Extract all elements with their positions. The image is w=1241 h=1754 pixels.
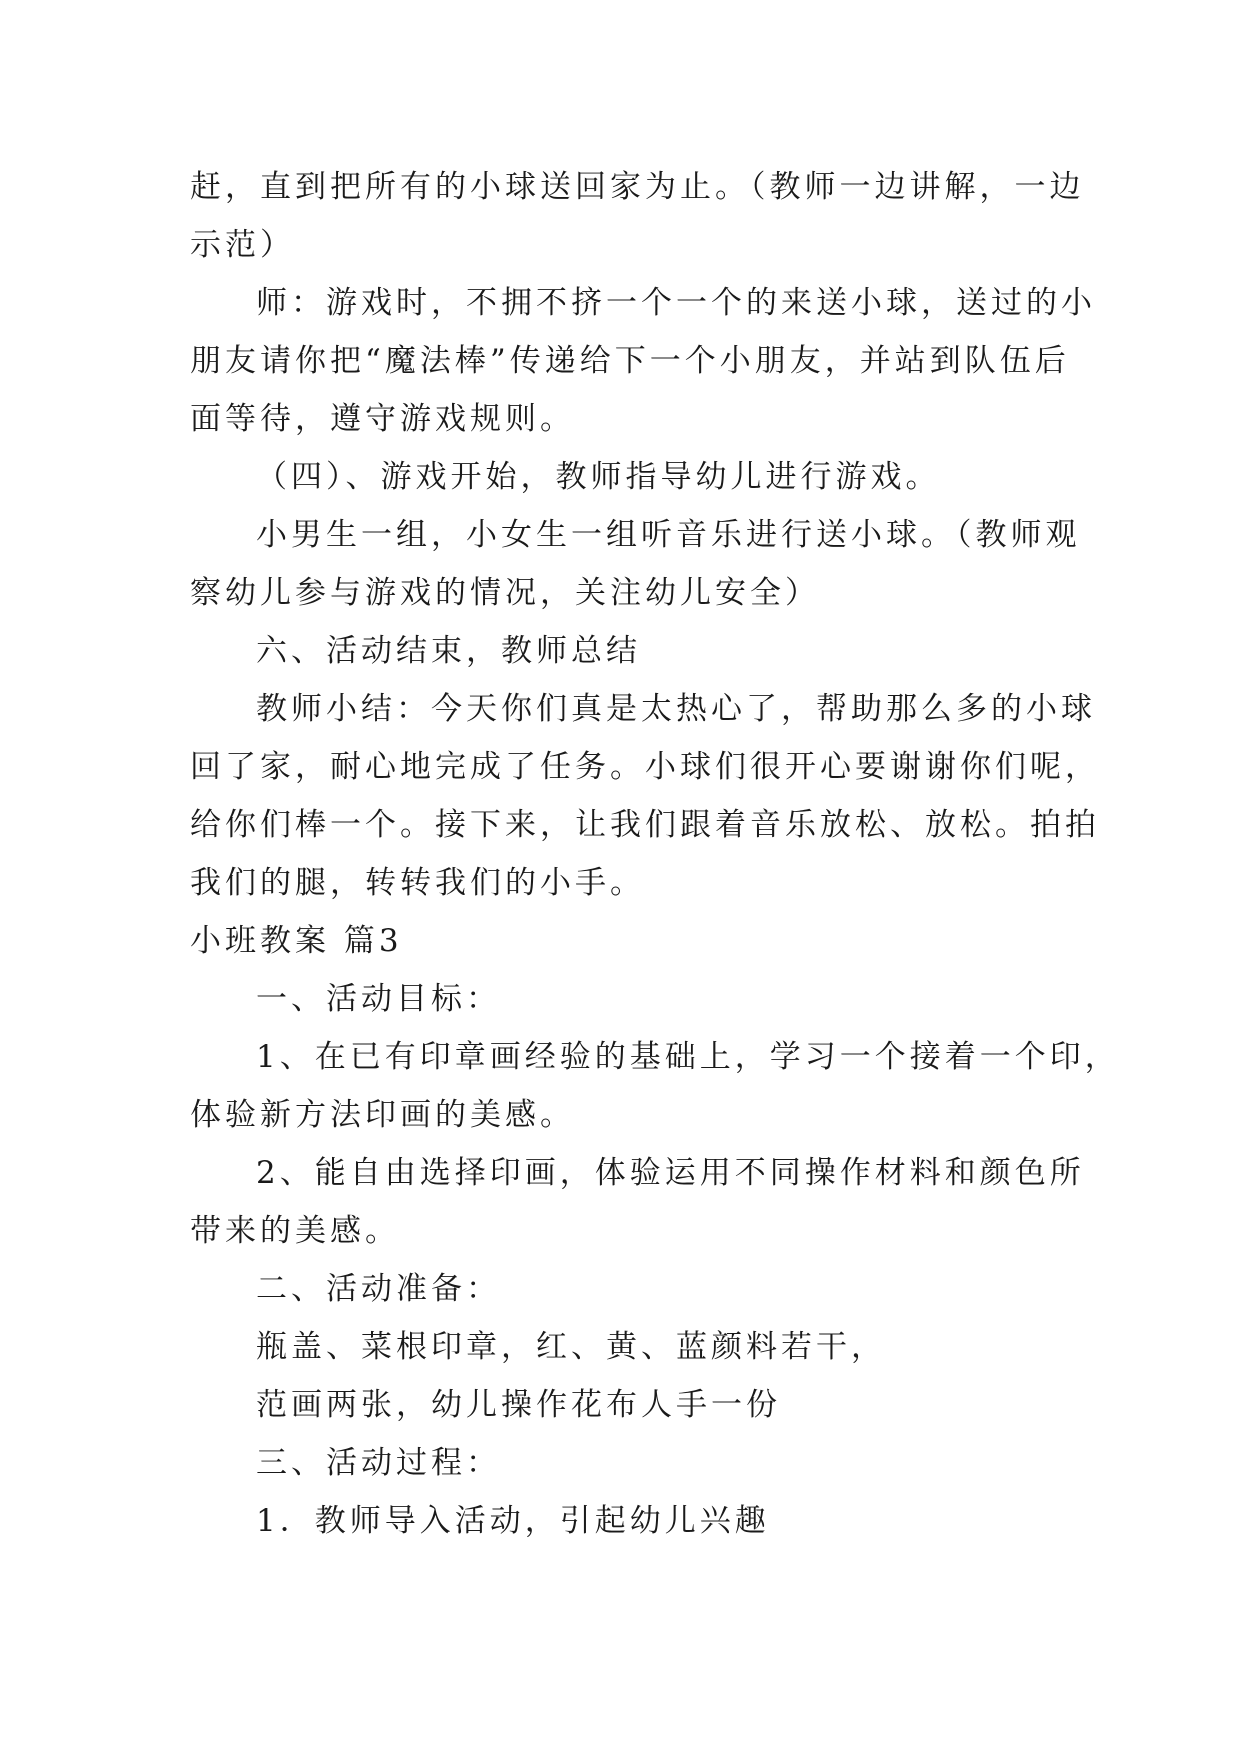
text-line: 瓶盖、菜根印章，红、黄、蓝颜料若干，: [256, 1329, 886, 1365]
text-line: 教师小结：今天你们真是太热心了，帮助那么多的小球: [256, 691, 1096, 727]
document-body: [190, 158, 1120, 1550]
text-line: 带来的美感。: [190, 1213, 400, 1249]
text-line: 体验新方法印画的美感。: [190, 1097, 575, 1133]
text-line: 1、在已有印章画经验的基础上，学习一个接着一个印，: [256, 1039, 1120, 1075]
text-line: 三、活动过程：: [256, 1445, 501, 1481]
text-line: 范画两张，幼儿操作花布人手一份: [256, 1387, 781, 1423]
text-line: 师：游戏时，不拥不挤一个一个的来送小球，送过的小: [256, 285, 1096, 321]
text-line: 朋友请你把“魔法棒”传递给下一个小朋友，并站到队伍后: [190, 343, 1070, 379]
section-heading: 小班教案 篇3: [190, 923, 403, 959]
text-line: 示范）: [190, 227, 295, 263]
text-line: 六、活动结束，教师总结: [256, 633, 641, 669]
text-line: 赶，直到把所有的小球送回家为止。（教师一边讲解，一边: [190, 169, 1085, 205]
text-line: 二、活动准备：: [256, 1271, 501, 1307]
text-line: （四）、游戏开始，教师指导幼儿进行游戏。: [256, 459, 941, 495]
text-line: 1．教师导入活动，引起幼儿兴趣: [256, 1503, 770, 1539]
text-line: 面等待，遵守游戏规则。: [190, 401, 575, 437]
text-line: 小男生一组，小女生一组听音乐进行送小球。（教师观: [256, 517, 1081, 553]
text-line: 察幼儿参与游戏的情况，关注幼儿安全）: [190, 575, 820, 611]
text-line: 给你们棒一个。接下来，让我们跟着音乐放松、放松。拍拍: [190, 807, 1100, 843]
text-line: 我们的腿，转转我们的小手。: [190, 865, 645, 901]
text-line: 2、能自由选择印画，体验运用不同操作材料和颜色所: [256, 1155, 1085, 1191]
text-line: 回了家，耐心地完成了任务。小球们很开心要谢谢你们呢，: [190, 749, 1100, 785]
text-line: 一、活动目标：: [256, 981, 501, 1017]
